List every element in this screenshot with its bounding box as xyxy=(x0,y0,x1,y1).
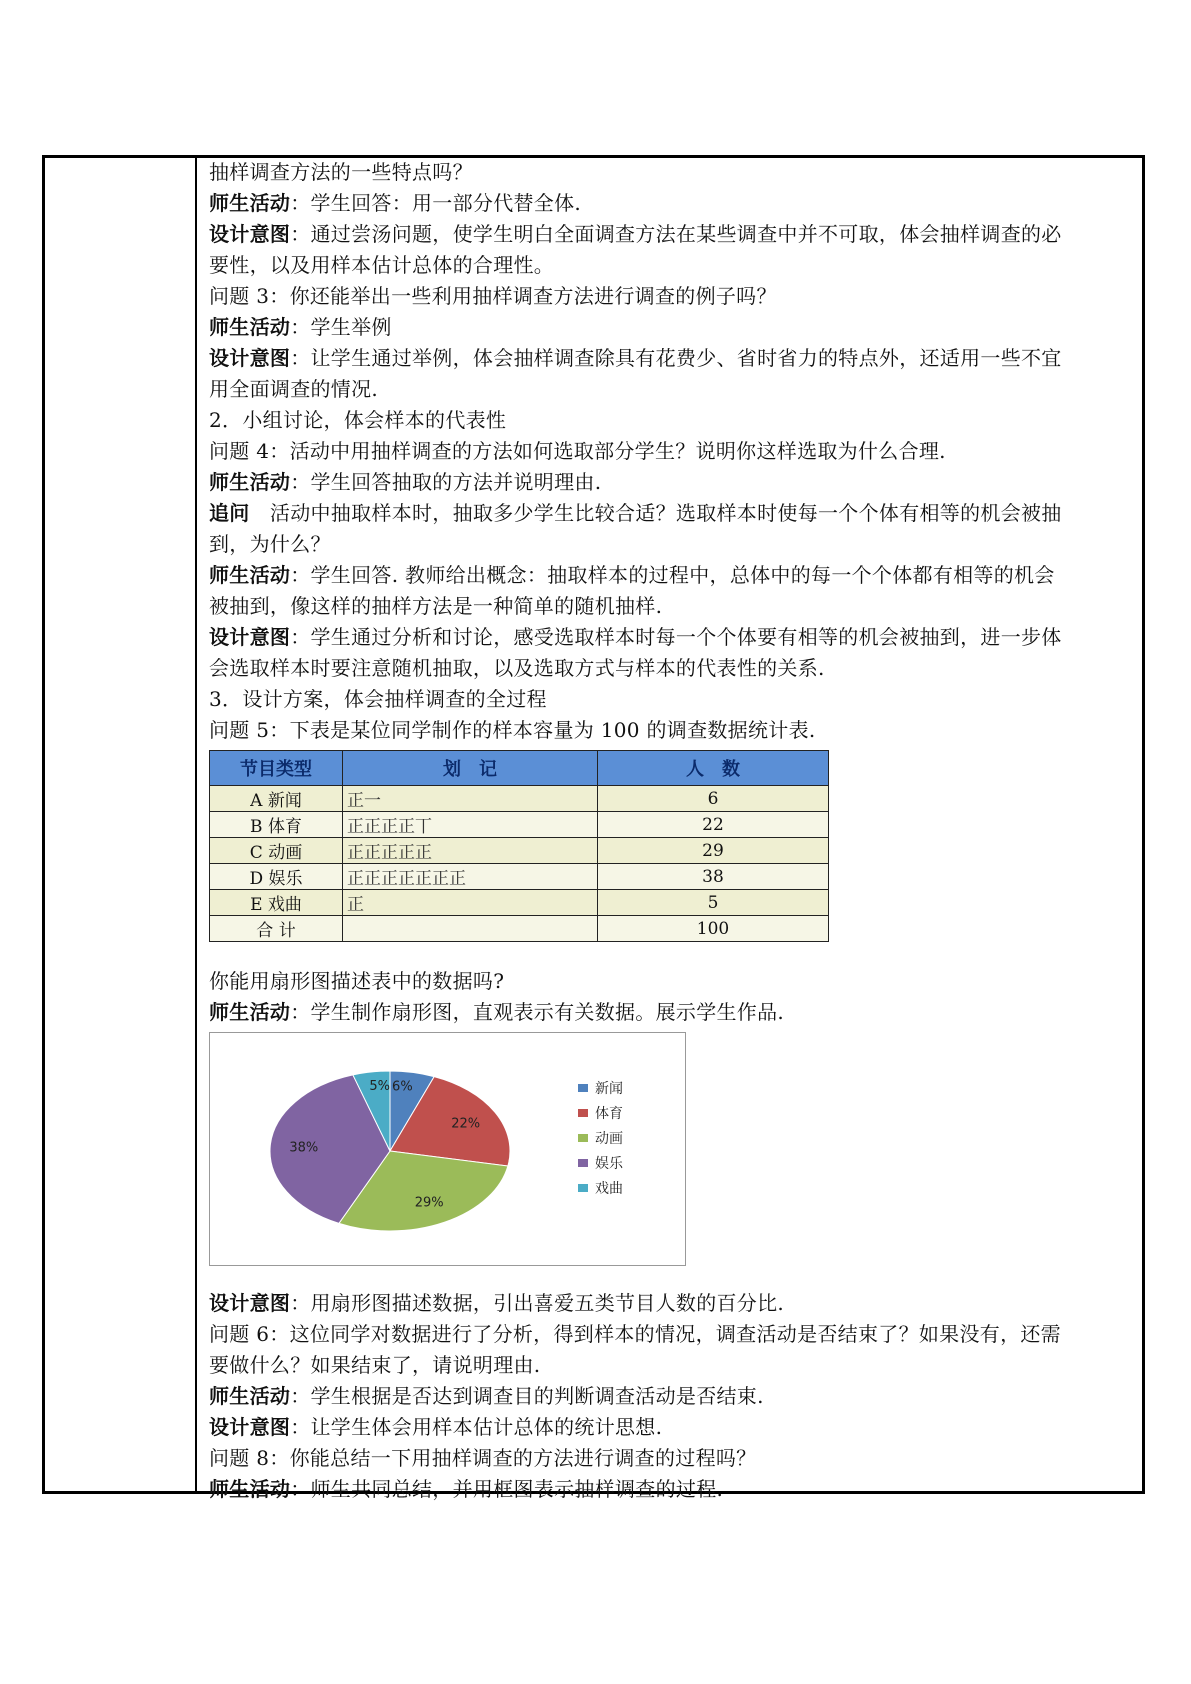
line-text: ：学生回答抽取的方法并说明理由. xyxy=(290,470,602,494)
cell-tally: 正正正正正正正 xyxy=(343,864,598,890)
line-text: 用全面调查的情况. xyxy=(209,377,379,401)
cell-tally xyxy=(343,916,598,942)
line-text: 会选取样本时要注意随机抽取，以及选取方式与样本的代表性的关系. xyxy=(209,656,825,680)
cell-count: 29 xyxy=(598,838,829,864)
text-line xyxy=(209,281,1139,312)
line-text: 问题 6：这位同学对数据进行了分析，得到样本的情况，调查活动是否结束了？如果没有，还需 xyxy=(209,1322,1061,1346)
pie-data-label: 5% xyxy=(369,1079,390,1095)
text-line xyxy=(209,374,1139,405)
text-line xyxy=(209,715,1139,746)
line-text: 3．设计方案，体会抽样调查的全过程 xyxy=(209,687,547,711)
line-text: ：让学生体会用样本估计总体的统计思想. xyxy=(290,1415,663,1439)
bold-label: 师生活动 xyxy=(209,1477,291,1501)
line-text: 被抽到，像这样的抽样方法是一种简单的随机抽样. xyxy=(209,594,663,618)
legend-swatch xyxy=(578,1184,588,1192)
pie-data-label: 22% xyxy=(451,1116,481,1132)
legend-swatch xyxy=(578,1159,588,1167)
cell-type: A 新闻 xyxy=(210,786,343,812)
line-text: 2．小组讨论，体会样本的代表性 xyxy=(209,408,507,432)
text-line xyxy=(209,1319,1139,1350)
text-line xyxy=(209,1412,1139,1443)
line-text: 到，为什么？ xyxy=(209,532,331,556)
line-text: 问题 8：你能总结一下用抽样调查的方法进行调查的过程吗？ xyxy=(209,1446,757,1470)
bold-label: 设计意图 xyxy=(209,625,291,649)
line-text: ：用扇形图描述数据，引出喜爱五类节目人数的百分比. xyxy=(290,1291,785,1315)
text-line xyxy=(209,157,1139,188)
bold-label: 师生活动 xyxy=(209,563,291,587)
cell-count: 22 xyxy=(598,812,829,838)
legend-label: 新闻 xyxy=(595,1081,623,1097)
text-line xyxy=(209,997,1139,1028)
table-row xyxy=(210,812,829,838)
cell-tally: 正 xyxy=(343,890,598,916)
bold-label: 师生活动 xyxy=(209,191,291,215)
pie-chart-svg xyxy=(210,1033,685,1265)
cell-tally: 正正正正正 xyxy=(343,838,598,864)
cell-type: C 动画 xyxy=(210,838,343,864)
pie-data-label: 6% xyxy=(392,1079,413,1095)
cell-type: 合 计 xyxy=(210,916,343,942)
text-block-after-chart xyxy=(209,1288,1139,1505)
legend-label: 动画 xyxy=(595,1131,623,1147)
line-text: ：让学生通过举例，体会抽样调查除具有花费少、省时省力的特点外，还适用一些不宜 xyxy=(290,346,1062,370)
table-row xyxy=(210,890,829,916)
text-block-after-table xyxy=(209,966,1139,1028)
line-text: ：学生回答：用一部分代替全体. xyxy=(290,191,582,215)
line-text: ：学生通过分析和讨论，感受选取样本时每一个个体要有相等的机会被抽到，进一步体 xyxy=(290,625,1062,649)
text-line xyxy=(209,529,1139,560)
lesson-content-cell xyxy=(209,157,1139,1505)
table-row xyxy=(210,786,829,812)
bold-label: 设计意图 xyxy=(209,1291,291,1315)
line-text: ：师生共同总结，并用框图表示抽样调查的过程. xyxy=(290,1477,724,1501)
table-row xyxy=(210,864,829,890)
legend-label: 娱乐 xyxy=(595,1156,623,1172)
cell-type: E 戏曲 xyxy=(210,890,343,916)
text-line xyxy=(209,1288,1139,1319)
line-text: 问题 4：活动中用抽样调查的方法如何选取部分学生？说明你这样选取为什么合理. xyxy=(209,439,946,463)
bold-label: 师生活动 xyxy=(209,470,291,494)
text-line xyxy=(209,560,1139,591)
line-text: 活动中抽取样本时，抽取多少学生比较合适？选取样本时使每一个个体有相等的机会被抽 xyxy=(249,501,1062,525)
text-line xyxy=(209,1381,1139,1412)
pie-data-label: 29% xyxy=(414,1195,444,1211)
cell-tally: 正正正正丅 xyxy=(343,812,598,838)
bold-label: 设计意图 xyxy=(209,222,291,246)
text-line xyxy=(209,498,1139,529)
table-header-row xyxy=(210,751,829,786)
table-column-divider xyxy=(195,155,197,1494)
bold-label: 师生活动 xyxy=(209,1384,291,1408)
pie-data-label: 38% xyxy=(289,1140,319,1156)
text-line xyxy=(209,653,1139,684)
text-line xyxy=(209,312,1139,343)
survey-data-table xyxy=(209,750,829,942)
legend-swatch xyxy=(578,1084,588,1092)
legend-label: 戏曲 xyxy=(595,1181,623,1197)
line-text: 问题 5：下表是某位同学制作的样本容量为 100 的调查数据统计表. xyxy=(209,718,816,742)
text-line xyxy=(209,591,1139,622)
text-line xyxy=(209,622,1139,653)
text-line xyxy=(209,1443,1139,1474)
text-line xyxy=(209,1350,1139,1381)
cell-tally: 正一 xyxy=(343,786,598,812)
text-block-before-table xyxy=(209,157,1139,746)
text-line xyxy=(209,436,1139,467)
line-text: ：学生制作扇形图，直观表示有关数据。展示学生作品. xyxy=(290,1000,785,1024)
text-line xyxy=(209,250,1139,281)
cell-count: 38 xyxy=(598,864,829,890)
bold-label: 追问 xyxy=(209,501,250,525)
line-text: ：学生举例 xyxy=(290,315,392,339)
text-line xyxy=(209,684,1139,715)
cell-count: 6 xyxy=(598,786,829,812)
bold-label: 设计意图 xyxy=(209,1415,291,1439)
header-program-type: 节目类型 xyxy=(210,751,343,786)
cell-count: 5 xyxy=(598,890,829,916)
text-line xyxy=(209,966,1139,997)
header-tally: 划 记 xyxy=(343,751,598,786)
header-count: 人 数 xyxy=(598,751,829,786)
legend-swatch xyxy=(578,1134,588,1142)
line-text: 你能用扇形图描述表中的数据吗? xyxy=(209,969,505,993)
text-line xyxy=(209,343,1139,374)
line-text: 问题 3：你还能举出一些利用抽样调查方法进行调查的例子吗？ xyxy=(209,284,777,308)
line-text: 要做什么？如果结束了，请说明理由. xyxy=(209,1353,541,1377)
pie-chart-figure xyxy=(209,1032,686,1266)
cell-count: 100 xyxy=(598,916,829,942)
text-line xyxy=(209,1474,1139,1505)
bold-label: 师生活动 xyxy=(209,1000,291,1024)
line-text: 要性，以及用样本估计总体的合理性。 xyxy=(209,253,555,277)
legend-label: 体育 xyxy=(595,1106,623,1122)
text-line xyxy=(209,219,1139,250)
cell-type: B 体育 xyxy=(210,812,343,838)
line-text: ：学生根据是否达到调查目的判断调查活动是否结束. xyxy=(290,1384,764,1408)
line-text: ：学生回答. 教师给出概念：抽取样本的过程中，总体中的每一个个体都有相等的机会 xyxy=(290,563,1055,587)
line-text: 抽样调查方法的一些特点吗？ xyxy=(209,160,473,184)
text-line xyxy=(209,188,1139,219)
bold-label: 设计意图 xyxy=(209,346,291,370)
line-text: ：通过尝汤问题，使学生明白全面调查方法在某些调查中并不可取，体会抽样调查的必 xyxy=(290,222,1062,246)
table-row xyxy=(210,838,829,864)
cell-type: D 娱乐 xyxy=(210,864,343,890)
bold-label: 师生活动 xyxy=(209,315,291,339)
legend-swatch xyxy=(578,1109,588,1117)
table-row-total xyxy=(210,916,829,942)
text-line xyxy=(209,467,1139,498)
text-line xyxy=(209,405,1139,436)
